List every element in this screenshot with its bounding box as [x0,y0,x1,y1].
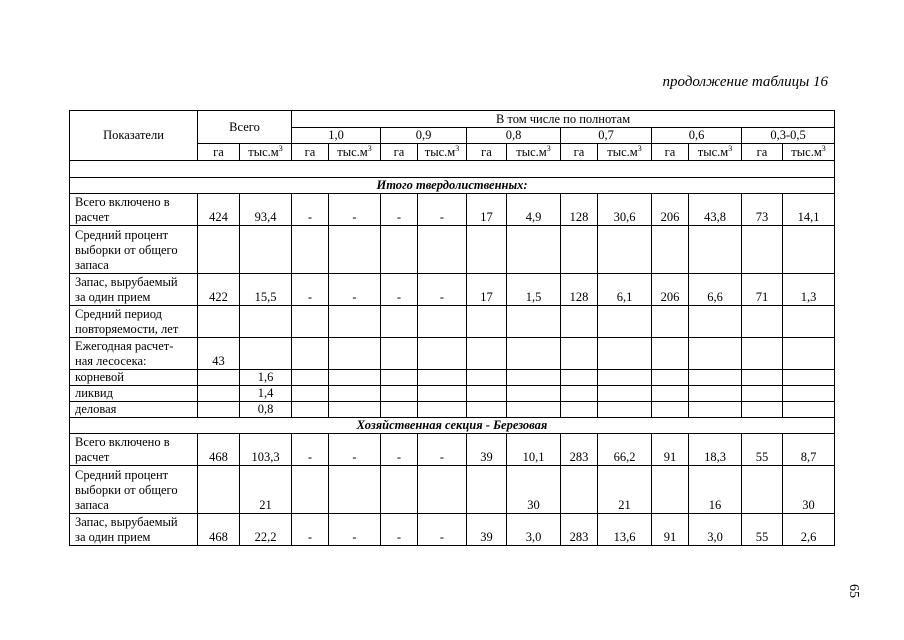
table-cell: - [329,514,381,546]
header-density: 0,8 [467,128,561,144]
table-cell [418,306,467,338]
unit-ha: га [292,144,329,161]
header-density: 1,0 [292,128,381,144]
table-row [70,402,835,418]
table-cell: 55 [742,514,783,546]
table-cell [507,370,561,386]
row-label [70,226,198,274]
row-label-line: за один прием [75,530,151,544]
page-number: 65 [846,584,861,598]
table-cell [418,226,467,274]
table-cell: 1,6 [240,370,292,386]
table-cell [598,226,652,274]
table-cell: 6,1 [598,274,652,306]
table-cell [742,338,783,370]
table-cell [689,386,742,402]
unit-volume-text: тыс.м [791,144,822,159]
table-cell [561,226,598,274]
table-cell: 91 [652,514,689,546]
table-cell [652,386,689,402]
unit-volume [240,144,292,161]
row-label-line: деловая [75,402,117,416]
table-row [70,466,835,514]
spacer-row [70,161,835,178]
table-cell [467,306,507,338]
table-cell [418,370,467,386]
row-label [70,434,198,466]
table-cell [467,402,507,418]
unit-volume [598,144,652,161]
table-cell: 4,9 [507,194,561,226]
table-cell [329,338,381,370]
table-cell: 39 [467,514,507,546]
table-cell [561,466,598,514]
table-cell: - [292,274,329,306]
table-cell: 1,4 [240,386,292,402]
table-cell [381,402,418,418]
table-cell [652,226,689,274]
unit-ha: га [742,144,783,161]
unit-volume-sup: 3 [546,143,551,153]
table-cell [689,338,742,370]
row-label-line: Средний период [75,307,162,321]
table-cell: - [418,514,467,546]
table-cell: - [329,434,381,466]
table-cell [561,370,598,386]
unit-ha: га [198,144,240,161]
table-cell: 468 [198,434,240,466]
table-cell: 3,0 [507,514,561,546]
unit-volume-sup: 3 [728,143,733,153]
table-cell [742,386,783,402]
table-cell: 55 [742,434,783,466]
unit-volume-sup: 3 [821,143,826,153]
table-cell: 16 [689,466,742,514]
section-title: Хозяйственная секция - Березовая [70,418,835,434]
unit-ha: га [561,144,598,161]
unit-volume-sup: 3 [637,143,642,153]
table-cell [198,370,240,386]
table-cell [783,338,835,370]
table-cell [418,386,467,402]
row-label-line: выборки от общего [75,483,178,497]
table-cell: 30 [783,466,835,514]
unit-volume-text: тыс.м [248,144,279,159]
table-cell [292,402,329,418]
row-label-line: повторяемости, лет [75,322,179,336]
table-cell: - [292,434,329,466]
table-cell [652,338,689,370]
header-including: В том числе по полнотам [292,111,835,128]
table-cell: 283 [561,514,598,546]
table-cell: - [292,514,329,546]
table-cell [742,402,783,418]
table-cell [381,306,418,338]
table-cell: 93,4 [240,194,292,226]
table-row [70,194,835,226]
table-row [70,386,835,402]
table-cell [292,306,329,338]
row-label-line: Всего включено в [75,435,170,449]
header-indicators: Показатели [70,111,198,161]
table-cell [652,306,689,338]
table-cell [292,338,329,370]
unit-volume [418,144,467,161]
header-density: 0,7 [561,128,652,144]
table-cell: 73 [742,194,783,226]
table-cell: 283 [561,434,598,466]
table-row [70,434,835,466]
table-cell [292,386,329,402]
table-cell [292,370,329,386]
table-cell [652,370,689,386]
table-cell: - [329,194,381,226]
table-cell: 15,5 [240,274,292,306]
table-cell [240,306,292,338]
table-cell [418,466,467,514]
table-cell [292,226,329,274]
table-caption: продолжение таблицы 16 [662,74,828,90]
unit-ha: га [652,144,689,161]
table-cell: 8,7 [783,434,835,466]
table-cell: 14,1 [783,194,835,226]
row-label-line: запаса [75,498,109,512]
table-cell [329,226,381,274]
row-label-line: запаса [75,258,109,272]
table-cell [329,370,381,386]
table-cell: 30,6 [598,194,652,226]
table-cell: 103,3 [240,434,292,466]
table-cell: 10,1 [507,434,561,466]
row-label-line: выборки от общего [75,243,178,257]
table-cell [381,466,418,514]
table-cell [507,306,561,338]
table-cell [783,402,835,418]
table-row [70,306,835,338]
unit-volume [329,144,381,161]
table-cell [598,370,652,386]
table-cell [561,306,598,338]
row-label-line: расчет [75,210,110,224]
table-cell [783,370,835,386]
table-cell: - [381,434,418,466]
table-cell: 2,6 [783,514,835,546]
table-cell [381,226,418,274]
row-label-line: Средний процент [75,228,169,242]
unit-ha: га [381,144,418,161]
table-cell: 0,8 [240,402,292,418]
table-cell: 3,0 [689,514,742,546]
table-cell [742,226,783,274]
table-cell: - [381,274,418,306]
table-cell [507,402,561,418]
unit-volume [689,144,742,161]
row-label-line: Ежегодная расчет- [75,339,174,353]
table-cell: 21 [598,466,652,514]
table-cell [689,306,742,338]
section-title: Итого твердолиственных: [70,178,835,194]
row-label-line: расчет [75,450,110,464]
table-cell: 43 [198,338,240,370]
table-cell: - [329,274,381,306]
forest-harvest-table [69,110,835,546]
table-cell [467,370,507,386]
table-cell [329,466,381,514]
table-cell [561,402,598,418]
row-label [70,466,198,514]
unit-volume-sup: 3 [367,143,372,153]
row-label [70,306,198,338]
table-cell [329,402,381,418]
row-label-line: Запас, вырубаемый [75,515,178,529]
table-cell: - [418,434,467,466]
table-cell [198,402,240,418]
table-cell [598,402,652,418]
table-cell [381,386,418,402]
row-label [70,386,198,402]
row-label [70,402,198,418]
table-cell: 17 [467,274,507,306]
table-cell: - [381,514,418,546]
table-cell: 422 [198,274,240,306]
header-density: 0,3-0,5 [742,128,835,144]
row-label-line: ная лесосека: [75,354,147,368]
table-cell: - [381,194,418,226]
table-row [70,274,835,306]
table-cell [742,370,783,386]
table-cell: 39 [467,434,507,466]
row-label [70,338,198,370]
table-cell [507,338,561,370]
table-cell: 128 [561,194,598,226]
row-label-line: за один прием [75,290,151,304]
table-cell: 6,6 [689,274,742,306]
table-cell [381,370,418,386]
table-cell [240,226,292,274]
table-cell [783,386,835,402]
table-cell: 91 [652,434,689,466]
table-cell [507,226,561,274]
row-label [70,514,198,546]
table-cell [381,338,418,370]
table-cell: 30 [507,466,561,514]
unit-volume [507,144,561,161]
table-cell [467,226,507,274]
table-cell [329,306,381,338]
table-cell [783,306,835,338]
row-label-line: ликвид [75,386,113,400]
row-label [70,194,198,226]
header-density: 0,6 [652,128,742,144]
row-label-line: Запас, вырубаемый [75,275,178,289]
table-row [70,514,835,546]
table-cell [689,402,742,418]
table-row [70,338,835,370]
table-cell [507,386,561,402]
table-cell [329,386,381,402]
row-label-line: Всего включено в [75,195,170,209]
table-cell [561,338,598,370]
table-cell [198,306,240,338]
unit-volume-text: тыс.м [697,144,729,159]
table-cell [598,338,652,370]
table-cell [742,466,783,514]
table-cell: 22,2 [240,514,292,546]
table-cell [198,226,240,274]
table-cell: 66,2 [598,434,652,466]
table-cell: 206 [652,274,689,306]
table-cell [689,226,742,274]
unit-ha: га [467,144,507,161]
table-cell: 17 [467,194,507,226]
table-cell: - [292,194,329,226]
unit-volume-text: тыс.м [516,144,547,159]
row-label [70,274,198,306]
table-cell: 1,5 [507,274,561,306]
table-cell: 71 [742,274,783,306]
table-cell [292,466,329,514]
table-cell [652,466,689,514]
table-cell [198,466,240,514]
table-cell [742,306,783,338]
table-row [70,226,835,274]
table-cell [467,338,507,370]
table-cell [418,402,467,418]
unit-volume-sup: 3 [455,143,460,153]
table-cell [198,386,240,402]
table-cell [652,402,689,418]
table-cell: - [418,274,467,306]
unit-volume [783,144,835,161]
header-density: 0,9 [381,128,467,144]
header-total: Всего [198,111,292,144]
table-cell [467,386,507,402]
unit-volume-text: тыс.м [607,144,638,159]
table-cell [783,226,835,274]
table-row [70,370,835,386]
table-cell [598,306,652,338]
table-cell: 18,3 [689,434,742,466]
unit-volume-sup: 3 [278,143,283,153]
table-cell: - [418,194,467,226]
table-cell [418,338,467,370]
unit-volume-text: тыс.м [424,144,456,159]
table-cell: 424 [198,194,240,226]
table-cell [598,386,652,402]
table-cell [561,386,598,402]
unit-volume-text: тыс.м [337,144,368,159]
table-cell: 206 [652,194,689,226]
row-label-line: корневой [75,370,124,384]
row-label [70,370,198,386]
table-cell: 21 [240,466,292,514]
table-cell [689,370,742,386]
row-label-line: Средний процент [75,468,169,482]
table-cell: 13,6 [598,514,652,546]
table-cell: 43,8 [689,194,742,226]
table-cell [240,338,292,370]
table-cell [467,466,507,514]
table-cell: 128 [561,274,598,306]
table-cell: 468 [198,514,240,546]
table-cell: 1,3 [783,274,835,306]
